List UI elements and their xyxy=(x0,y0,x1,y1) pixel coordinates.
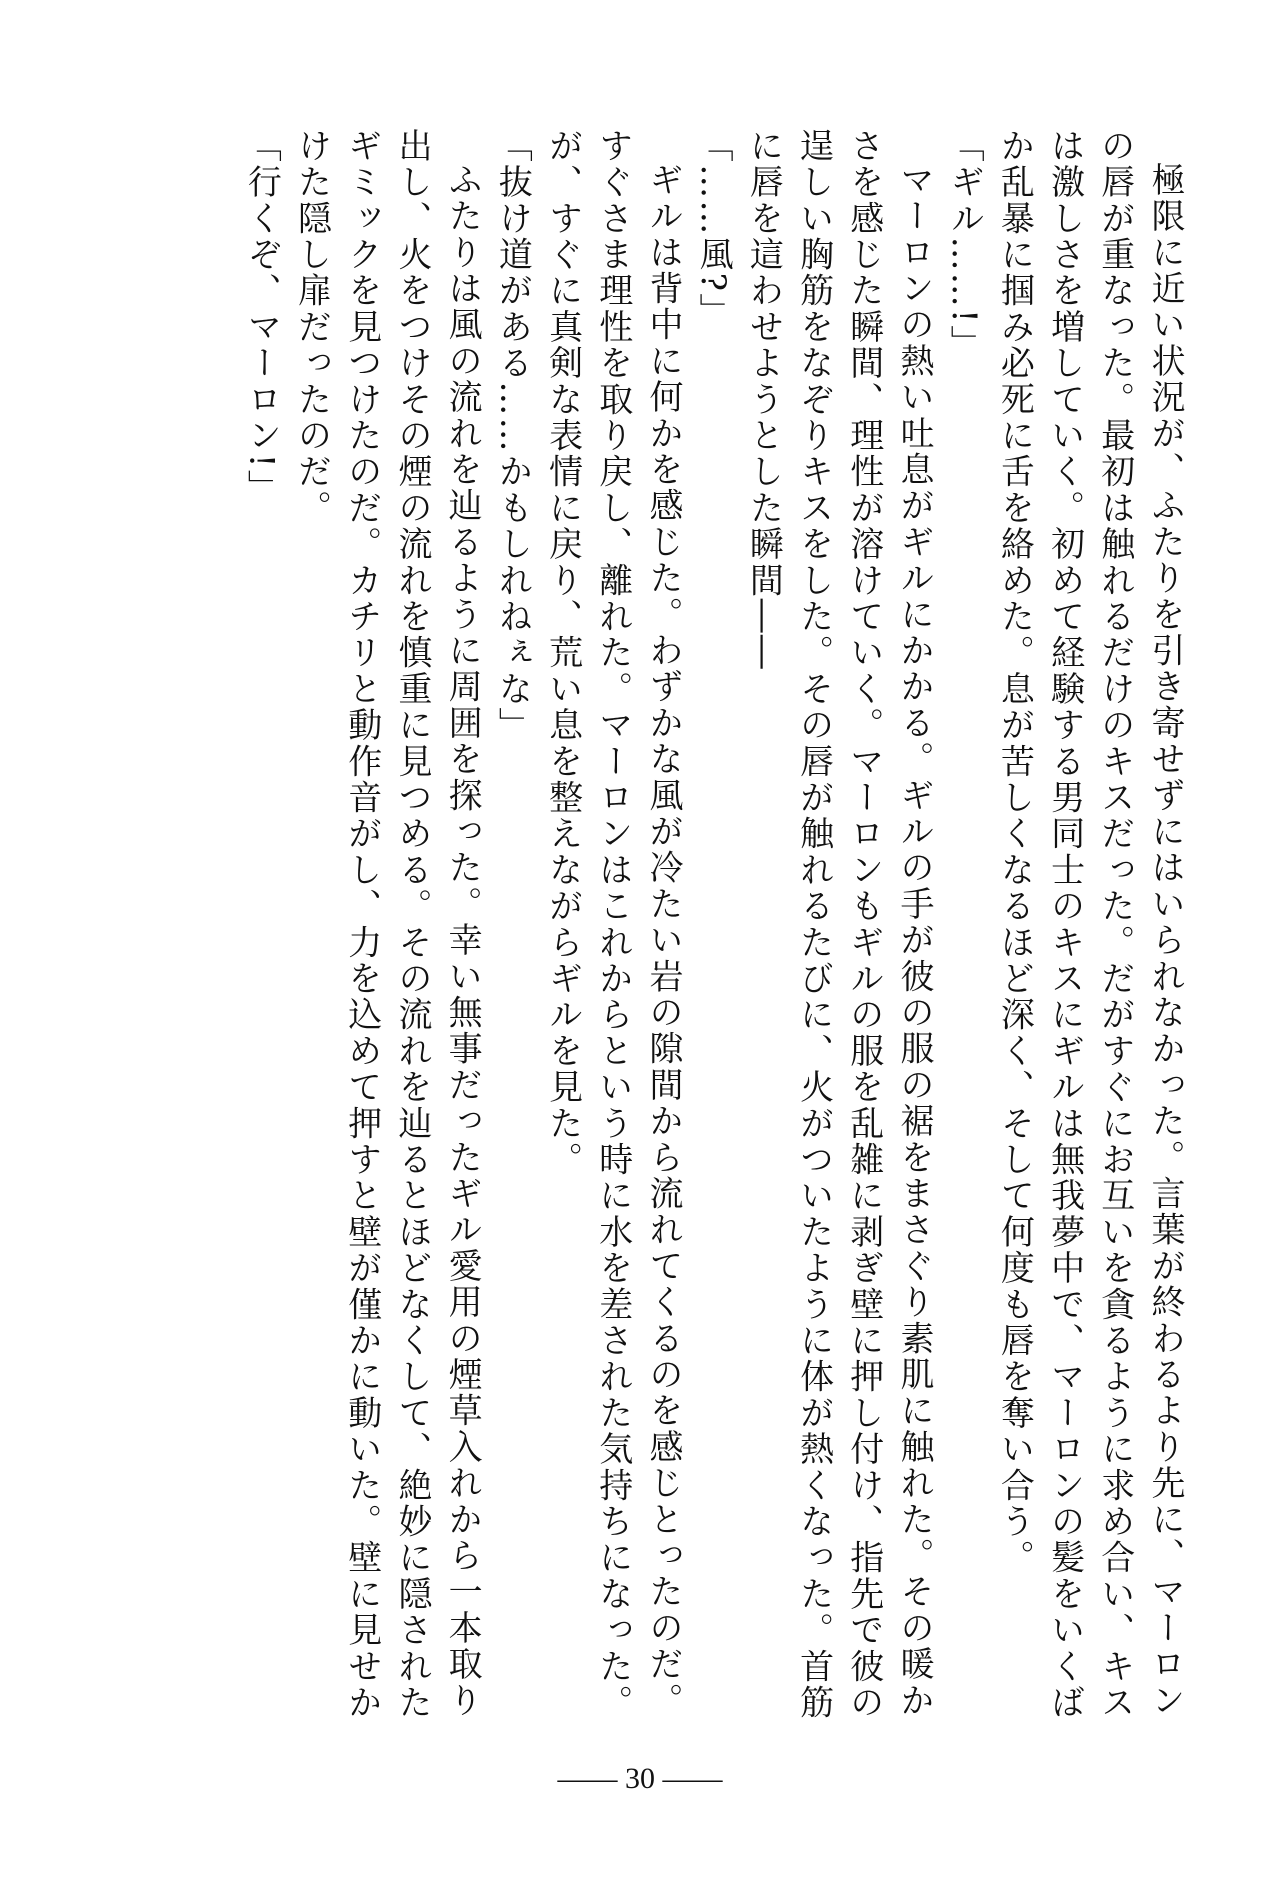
dialogue-line: 「抜け道がある……かもしれねぇな」 xyxy=(492,128,533,744)
dialogue-line: 「……風?」 xyxy=(693,128,734,330)
paragraph: ふたりは風の流れを辿るように周囲を探った。幸い無事だったギル愛用の煙草入れから一本取り出し、火をつけその煙の流れを慎重に見つめる。その流れを辿るとほどなくして、絶妙に隠されたギミックを見つけたのだ。カチリと動作音がし、力を込めて押すと壁が僅かに動いた。壁に見せかけた隠し扉だったのだ。 xyxy=(291,128,483,1721)
paragraph: マーロンの熱い吐息がギルにかかる。ギルの手が彼の服の裾をまさぐり素肌に触れた。その暖かさを感じた瞬間、理性が溶けていく。マーロンもギルの服を乱雑に剥ぎ壁に押し付け、指先で彼の逞しい胸筋をなぞりキスをした。その唇が触れるたびに、火がついたように体が熱くなった。首筋に唇を這わせようとした瞬間―― xyxy=(743,128,934,1721)
paragraph: 極限に近い状況が、ふたりを引き寄せずにはいられなかった。言葉が終わるより先に、マーロンの唇が重なった。最初は触れるだけのキスだった。だがすぐにお互いを貪るように求め合い、キスは激しさを増していく。初めて経験する男同士のキスにギルは無我夢中で、マーロンの髪をいくばか乱暴に掴み必死に舌を絡めた。息が苦しくなるほど深く、そして何度も唇を奪い合う。 xyxy=(994,128,1185,1721)
dialogue-line: 「ギル……!」 xyxy=(944,128,985,362)
paragraph: ギルは背中に何かを感じた。わずかな風が冷たい岩の隙間から流れてくるのを感じとったのだ。すぐさま理性を取り戻し、離れた。マーロンはこれからという時に水を差された気持ちになった。が、すぐに真剣な表情に戻り、荒い息を整えながらギルを見た。 xyxy=(542,128,683,1721)
dialogue-line: 「行くぞ、マーロン!」 xyxy=(241,128,282,506)
vertical-text-body xyxy=(90,128,1190,1748)
page-number: ―― 30 ―― xyxy=(557,1762,723,1795)
